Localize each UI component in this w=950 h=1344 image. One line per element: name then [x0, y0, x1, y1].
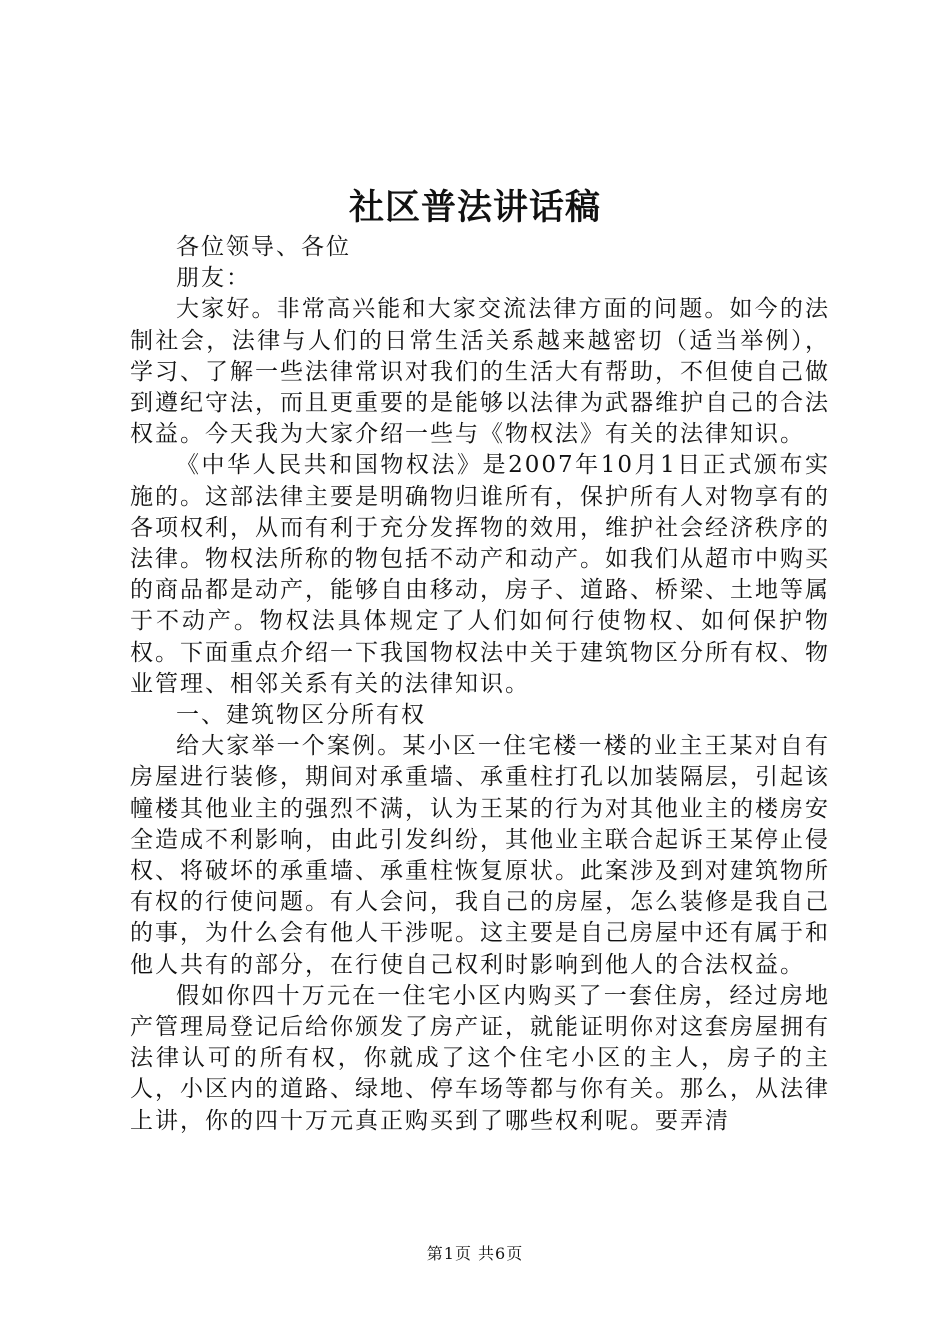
paragraph-property-law: 《中华人民共和国物权法》是2007年10月1日正式颁布实施的。这部法律主要是明确物归谁所有，保护所有人对物享有的各项权利，从而有利于充分发挥物的效用，维护社会经济秩序的法律。物权法所称的物包括不动产和动产。如我们从超市中购买的商品都是动产，能够自由移动，房子、道路、桥梁、土地等属于不动产。物权法具体规定了人们如何行使物权、如何保护物权。下面重点介绍一下我国物权法中关于建筑物区分所有权、物业管理、相邻关系有关的法律知识。 — [130, 452, 830, 697]
paragraph-intro: 大家好。非常高兴能和大家交流法律方面的问题。如今的法制社会，法律与人们的日常生活关系越来越密切（适当举例），学习、了解一些法律常识对我们的生活大有帮助，不但使自己做到遵纪守法，而且更重要的是能够以法律为武器维护自己的合法权益。今天我为大家介绍一些与《物权法》有关的法律知识。 — [130, 296, 830, 448]
page-number-footer: 第1页 共6页 — [426, 1244, 524, 1263]
document-title: 社区普法讲话稿 — [348, 187, 601, 228]
paragraph-case: 给大家举一个案例。某小区一住宅楼一楼的业主王某对自有房屋进行装修，期间对承重墙、承重柱打孔以加装隔层，引起该幢楼其他业主的强烈不满，认为王某的行为对其他业主的楼房安全造成不利影响，由此引发纠纷，其他业主联合起诉王某停止侵权、将破坏的承重墙、承重柱恢复原状。此案涉及到对建筑物所有权的行使问题。有人会问，我自己的房屋，怎么装修是我自己的事，为什么会有他人干涉呢。这主要是自己房屋中还有属于和他人共有的部分，在行使自己权利时影响到他人的合法权益。 — [130, 733, 830, 978]
section-heading: 一、建筑物区分所有权 — [176, 702, 426, 729]
greeting-line-2: 朋友： — [176, 265, 251, 292]
greeting-line-1: 各位领导、各位 — [176, 234, 351, 260]
paragraph-example: 假如你四十万元在一住宅小区内购买了一套住房，经过房地产管理局登记后给你颁发了房产证，就能证明你对这套房屋拥有法律认可的所有权，你就成了这个住宅小区的主人，房子的主人，小区内的道路、绿地、停车场等都与你有关。那么，从法律上讲，你的四十万元真正购买到了哪些权利呢。要弄清 — [130, 982, 830, 1134]
document-body — [130, 232, 830, 1137]
